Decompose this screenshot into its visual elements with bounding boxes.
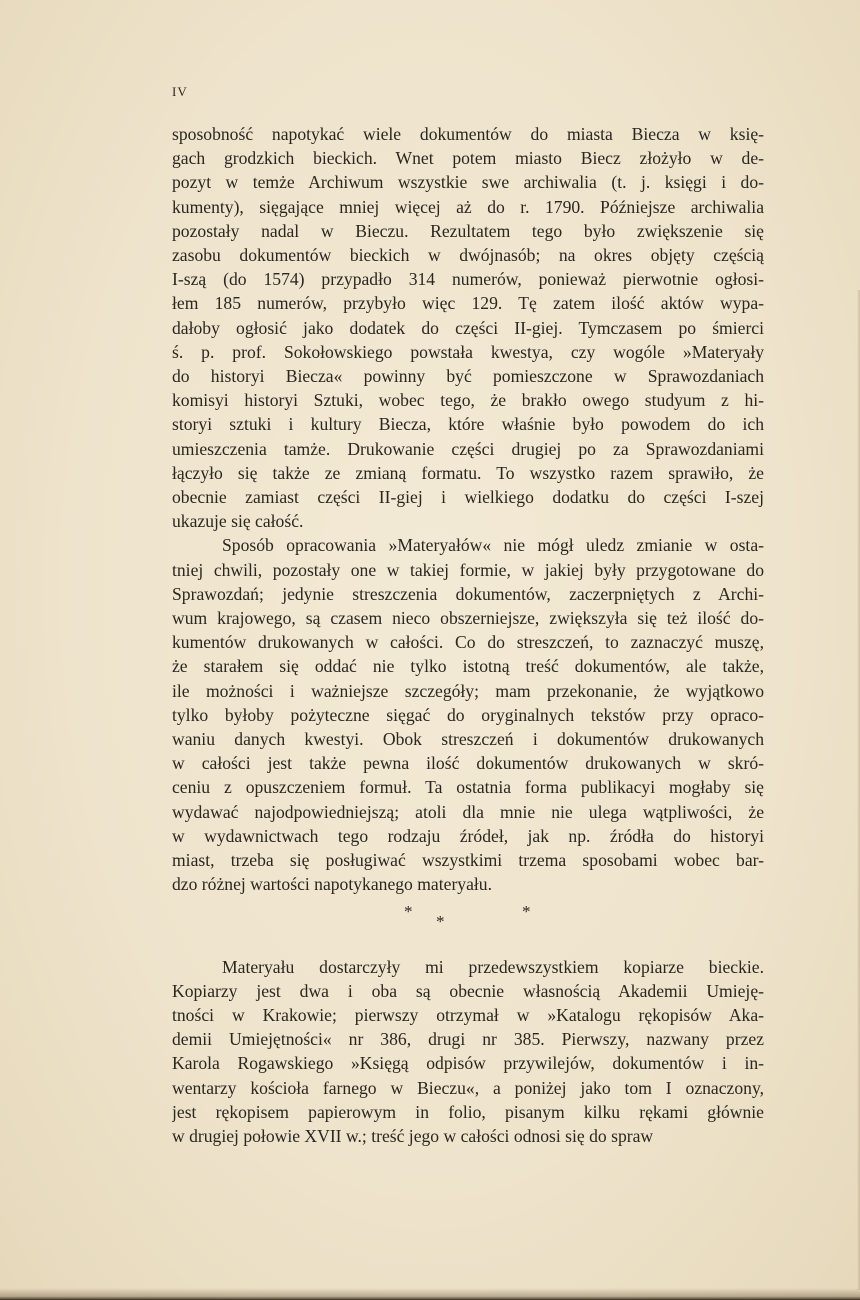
paragraph-1 [172,122,764,533]
text-line: dałoby ogłosić jako dodatek do części II-giej. Tymczasem po śmierci [172,317,764,338]
page-bottom-shadow [0,1288,860,1300]
text-line: ukazuje się całość. [172,511,304,532]
text-line: storyi sztuki i kultury Biecza, które właśnie było powodem do ich [172,414,764,435]
text-line: I-szą (do 1574) przypadło 314 numerów, ponieważ pierwotnie ogłosi- [172,269,764,290]
text-line: ś. p. prof. Sokołowskiego powstała kwestya, czy wogóle »Materyały [172,341,764,362]
text-line: komisyi historyi Sztuki, wobec tego, że brakło owego studyum z hi- [172,390,764,411]
text-line: kumentów drukowanych w całości. Co do streszczeń, to zaznaczyć muszę, [172,632,764,653]
text-line: pozyt w temże Archiwum wszystkie swe archiwalia (t. j. księgi i do- [172,172,764,193]
text-line: Sposób opracowania »Materyałów« nie mógł uledz zmianie w osta- [222,535,764,556]
text-line: w całości jest także pewna ilość dokumentów drukowanych w skró- [172,753,764,774]
text-line: tności w Krakowie; pierwszy otrzymał w »Katalogu rękopisów Aka- [172,1004,764,1025]
text-line: miast, trzeba się posługiwać wszystkimi trzema sposobami wobec bar- [172,850,764,871]
text-line: zasobu dokumentów bieckich w dwójnasób; na okres objęty częścią [172,245,764,266]
text-line: gach grodzkich bieckich. Wnet potem miasto Biecz złożyło w de- [172,148,764,169]
section-asterism [172,897,764,955]
text-line: Kopiarzy jest dwa i oba są obecnie własnością Akademii Umieję- [172,980,764,1001]
text-line: łem 185 numerów, przybyło więc 129. Tę zatem ilość aktów wypa- [172,293,764,314]
text-line: kumenty), sięgające mniej więcej aż do r. 1790. Późniejsze archiwalia [172,196,764,217]
text-line: w wydawnictwach tego rodzaju źródeł, jak np. źródła do historyi [172,825,764,846]
asterisk: * [522,901,531,921]
text-line: wentarzy kościoła farnego w Bieczu«, a poniżej jako tom I oznaczony, [172,1077,764,1098]
text-line: że starałem się oddać nie tylko istotną treść dokumentów, ale także, [172,656,764,677]
text-line: Sprawozdań; jedynie streszczenia dokumentów, zaczerpniętych z Archi- [172,583,764,604]
paragraph-3 [172,955,764,1149]
text-line: dzo różnej wartości napotykanego materyału. [172,874,492,895]
text-line: ceniu z opuszczeniem formuł. Ta ostatnia forma publikacyi mogłaby się [172,777,764,798]
text-block [172,122,764,1148]
text-line: Materyału dostarczyły mi przedewszystkiem kopiarze bieckie. [222,956,764,977]
text-line: sposobność napotykać wiele dokumentów do miasta Biecza w księ- [172,124,764,144]
text-line: demii Umiejętności« nr 386, drugi nr 385. Pierwszy, nazwany przez [172,1029,764,1050]
text-line: tylko byłoby pożyteczne sięgać do oryginalnych tekstów przy opraco- [172,704,764,725]
text-line: wydawać najodpowiedniejszą; atoli dla mnie nie ulega wątpliwości, że [172,801,764,822]
text-line: waniu danych kwestyi. Obok streszczeń i dokumentów drukowanych [172,729,764,750]
text-line: w drugiej połowie XVII w.; treść jego w całości odnosi się do spraw [172,1125,654,1146]
text-line: łączyło się także ze zmianą formatu. To wszystko razem sprawiło, że [172,462,764,483]
asterisk: * [436,911,445,931]
text-line: tniej chwili, pozostały one w takiej formie, w jakiej były przygotowane do [172,559,764,580]
page-number: IV [172,84,188,99]
text-line: obecnie zamiast części II-giej i wielkiego dodatku do części I-szej [172,487,764,508]
paragraph-2 [172,533,764,896]
text-line: do historyi Biecza« powinny być pomieszczone w Sprawozdaniach [172,366,764,387]
text-line: umieszczenia tamże. Drukowanie części drugiej po za Sprawozdaniami [172,438,764,459]
text-line: jest rękopisem papierowym in folio, pisanym kilku rękami głównie [172,1101,764,1122]
text-line: wum krajowego, są czasem nieco obszerniejsze, zwiększyła się też ilość do- [172,608,764,629]
text-line: pozostały nadal w Bieczu. Rezultatem tego było zwiększenie się [172,220,764,241]
text-line: ile możności i ważniejsze szczegóły; mam przekonanie, że wyjątkowo [172,680,764,701]
text-line: Karola Rogawskiego »Księgą odpisów przywilejów, dokumentów i in- [172,1053,764,1074]
asterisk: * [404,901,413,921]
